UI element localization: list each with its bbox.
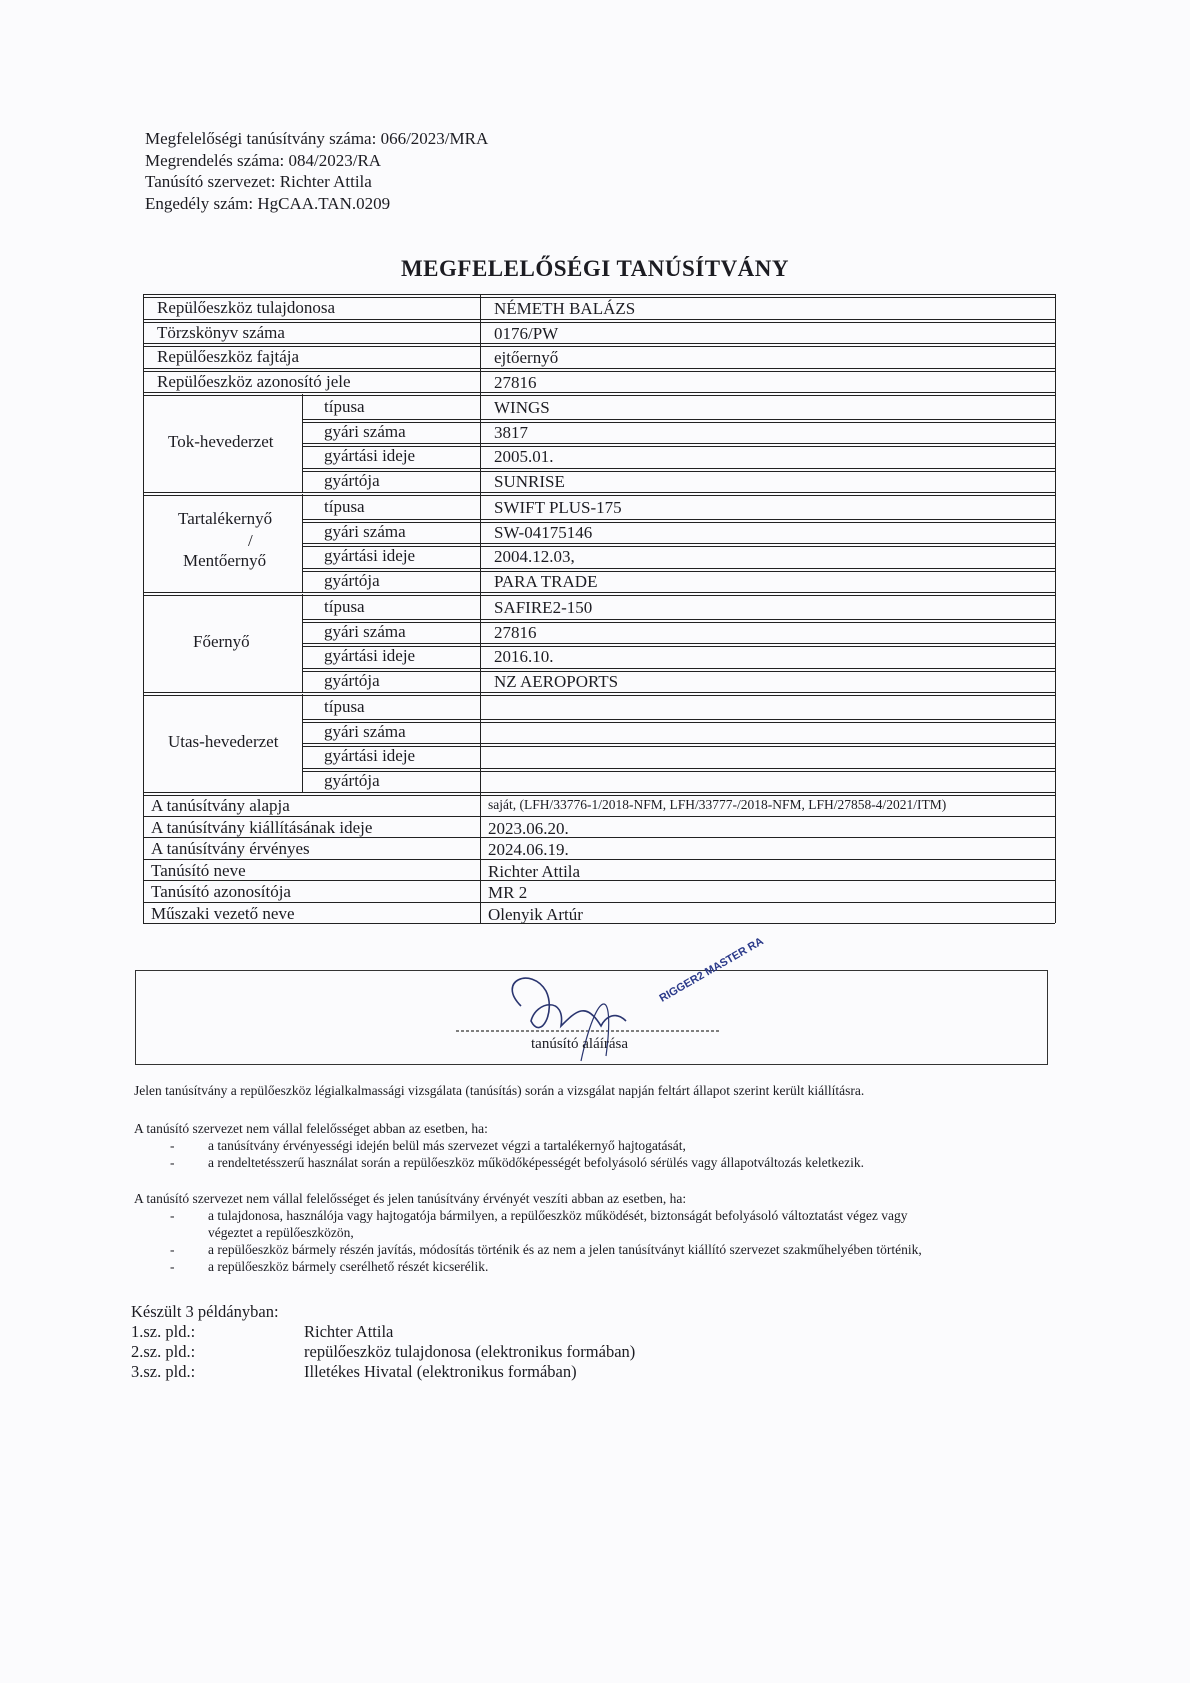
liability-intro-2: A tanúsító szervezet nem vállal felelősséget és jelen tanúsítvány érvényét veszíti abban az esetben, ha: xyxy=(134,1191,687,1206)
table-value: SW-04175146 xyxy=(494,522,593,542)
copy-row-1: 1.sz. pld.: Richter Attila xyxy=(131,1322,394,1341)
table-label: Tanúsító azonosítója xyxy=(151,882,291,901)
table-sublabel: típusa xyxy=(324,597,365,616)
table-label: A tanúsítvány érvényes xyxy=(151,839,310,858)
list-item: - a tanúsítvány érvényességi idején belül más szervezet végzi a tartalékernyő hajtogatását, xyxy=(170,1138,686,1153)
table-label: Műszaki vezető neve xyxy=(151,903,295,923)
copy-row-2: 2.sz. pld.: repülőeszköz tulajdonosa (elektronikus formában) xyxy=(131,1342,636,1361)
table-sublabel: gyártója xyxy=(324,670,380,690)
table-value: MR 2 xyxy=(488,883,528,902)
table-value: PARA TRADE xyxy=(494,571,598,591)
table-sublabel: típusa xyxy=(324,497,365,516)
signature-caption: tanúsító aláírása xyxy=(531,1036,629,1052)
table-value: NZ AEROPORTS xyxy=(494,671,619,691)
table-sublabel: gyári száma xyxy=(324,421,406,441)
list-item: - a repülőeszköz bármely részén javítás, módosítás történik és az nem a jelen tanúsítványt kiállító szervezet szakműhelyében történik, xyxy=(170,1242,922,1257)
certificate-number: Megfelelőségi tanúsítvány száma: 066/2023/MRA xyxy=(145,129,489,148)
list-item: - a tulajdonosa, használója vagy hajtogatója bármilyen, a repülőeszköz működését, biztonságát befolyásoló változtatást végez vagy xyxy=(170,1208,908,1223)
license-number: Engedély szám: HgCAA.TAN.0209 xyxy=(145,193,391,213)
group-label: Tartalékernyő xyxy=(178,509,273,528)
table-sublabel: gyártója xyxy=(324,470,380,490)
copy-row-3: 3.sz. pld.: Illetékes Hivatal (elektronikus formában) xyxy=(131,1362,577,1381)
order-number: Megrendelés száma: 084/2023/RA xyxy=(145,150,382,170)
document-title: MEGFELELŐSÉGI TANÚSÍTVÁNY xyxy=(400,256,790,281)
group-label: / xyxy=(248,531,253,550)
group-label: Tok-hevederzet xyxy=(168,432,274,451)
certificate-header xyxy=(145,128,488,214)
table-sublabel: gyártási ideje xyxy=(324,646,416,665)
copies-intro: Készült 3 példányban: xyxy=(131,1302,279,1321)
liability-section-2 xyxy=(134,1190,1054,1275)
table-label: Repülőeszköz fajtája xyxy=(157,347,300,366)
table-label: Tanúsító neve xyxy=(151,860,246,880)
table-value: 27816 xyxy=(494,622,537,642)
table-value: 2023.06.20. xyxy=(488,818,569,838)
group-label: Utas-hevederzet xyxy=(168,732,279,751)
table-label: Repülőeszköz tulajdonosa xyxy=(157,298,335,317)
table-value: Richter Attila xyxy=(488,861,581,881)
validity-statement: Jelen tanúsítvány a repülőeszköz légialkalmassági vizsgálata (tanúsítás) során a vizsgálat napján feltárt állapot szerint került kiállításra. xyxy=(134,1083,865,1098)
copies-section xyxy=(131,1302,636,1382)
table-value: ejtőernyő xyxy=(494,348,559,367)
table-label: A tanúsítvány alapja xyxy=(151,796,290,815)
stamp-icon xyxy=(658,935,766,1004)
table-sublabel: típusa xyxy=(324,397,365,416)
table-sublabel: gyártási ideje xyxy=(324,546,416,565)
table-value: SUNRISE xyxy=(494,471,565,491)
table-value: 3817 xyxy=(494,422,528,442)
list-item: - a repülőeszköz bármely cserélhető részét kicserélik. xyxy=(170,1259,489,1274)
table-label: A tanúsítvány kiállításának ideje xyxy=(151,817,373,837)
table-sublabel: gyári száma xyxy=(324,621,406,641)
table-value: SWIFT PLUS-175 xyxy=(494,498,622,517)
table-value: Olenyik Artúr xyxy=(488,904,583,924)
table-sublabel: gyártási ideje xyxy=(324,446,416,465)
table-sublabel: típusa xyxy=(324,697,365,716)
table-value: 2016.10. xyxy=(494,647,554,666)
table-label: Törzskönyv száma xyxy=(157,322,285,342)
table-value: WINGS xyxy=(494,398,550,417)
table-sublabel: gyártója xyxy=(324,570,380,590)
certifying-organization: Tanúsító szervezet: Richter Attila xyxy=(145,172,372,191)
table-value: SAFIRE2-150 xyxy=(494,598,593,617)
table-value: NÉMETH BALÁZS xyxy=(494,299,636,318)
table-value: 0176/PW xyxy=(494,323,559,343)
group-label: Főernyő xyxy=(193,632,250,651)
signature-box xyxy=(135,935,1048,1065)
table-value: 27816 xyxy=(494,372,537,392)
group-label: Mentőernyő xyxy=(183,551,267,570)
table-value: 2024.06.19. xyxy=(488,840,569,859)
table-value: 2004.12.03, xyxy=(494,547,575,566)
table-sublabel: gyártási ideje xyxy=(324,746,416,765)
table-value: saját, (LFH/33776-1/2018-NFM, LFH/33777-/2018-NFM, LFH/27858-4/2021/ITM) xyxy=(488,797,947,812)
table-value: 2005.01. xyxy=(494,447,554,466)
svg-text:RIGGER2 MASTER RA: RIGGER2 MASTER RA xyxy=(657,935,766,1005)
table-label: Repülőeszköz azonosító jele xyxy=(157,371,351,391)
table-sublabel: gyártója xyxy=(324,770,380,790)
liability-intro-1: A tanúsító szervezet nem vállal felelősséget abban az esetben, ha: xyxy=(134,1121,488,1136)
table-sublabel: gyári száma xyxy=(324,721,406,741)
list-item-continuation: végeztet a repülőeszközön, xyxy=(208,1225,354,1240)
list-item: - a rendeltetésszerű használat során a repülőeszköz működőképességét befolyásoló sérülés vagy állapotváltozás keletkezik. xyxy=(170,1155,864,1170)
liability-section-1 xyxy=(134,1120,1034,1171)
table-sublabel: gyári száma xyxy=(324,521,406,541)
